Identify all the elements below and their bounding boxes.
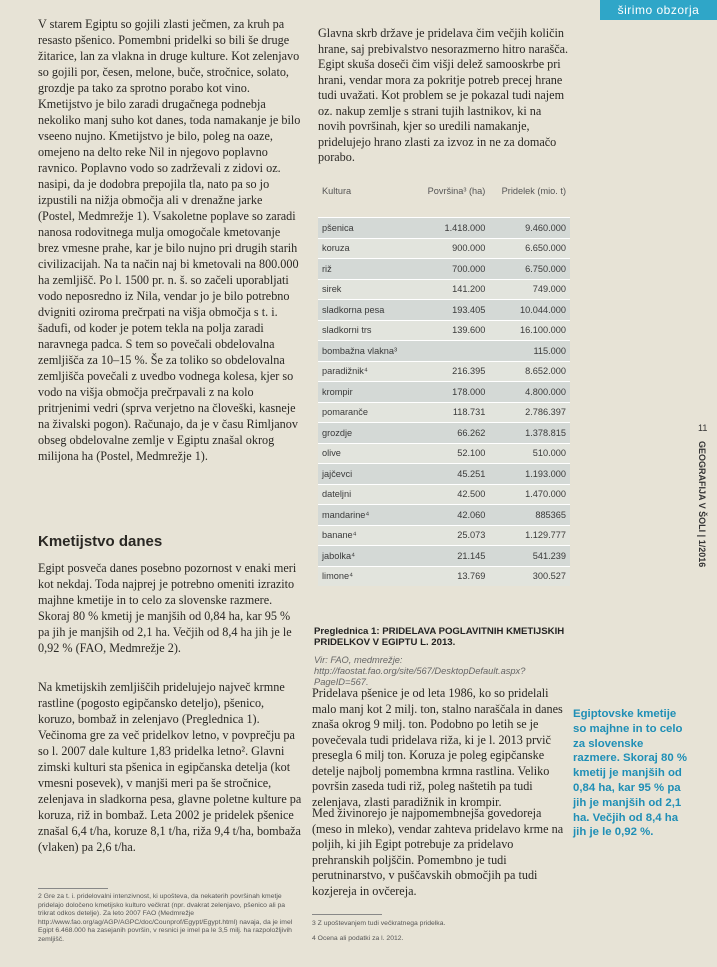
table-row bbox=[318, 464, 570, 485]
cell-crop: olive bbox=[318, 443, 419, 464]
cell-crop: jabolka⁴ bbox=[318, 546, 419, 567]
cell-yield: 6.650.000 bbox=[489, 238, 570, 259]
cell-area: 42.500 bbox=[419, 484, 490, 505]
cell-yield: 885365 bbox=[489, 505, 570, 526]
table-row bbox=[318, 484, 570, 505]
cell-yield: 1.378.815 bbox=[489, 423, 570, 444]
table-row bbox=[318, 361, 570, 382]
cell-area: 139.600 bbox=[419, 320, 490, 341]
footnote-3: 3 Z upoštevanjem tudi večkratnega pridelka. bbox=[312, 920, 446, 927]
cell-area: 216.395 bbox=[419, 361, 490, 382]
cell-yield: 115.000 bbox=[489, 341, 570, 362]
header-crop: Kultura bbox=[322, 186, 352, 196]
table-row bbox=[318, 566, 570, 586]
middle-intro-paragraph: Glavna skrb države je pridelava čim večjih količin hrane, saj prebivalstvo nesorazmerno hitro narašča. Egipt skuša doseči čim višji delež samooskrbe pri hrani, vendar mora za pokritje potreb precej hrane tudi uvažati. Kot problem se je pokazal tudi najem oz. nakup zemlje s strani tujih lastnikov, ki na novih površinah, kjer so uredili namakanje, pridelujejo hrano zlasti za izvoz in ne za domačo porabo. bbox=[318, 26, 569, 164]
table-row bbox=[318, 443, 570, 464]
section-heading: Kmetijstvo danes bbox=[38, 533, 163, 550]
header-yield: Pridelek (mio. t) bbox=[501, 186, 566, 196]
table-row bbox=[318, 218, 570, 239]
cell-area: 1.418.000 bbox=[419, 218, 490, 239]
left-paragraph-2 bbox=[38, 560, 302, 656]
cell-yield: 749.000 bbox=[489, 279, 570, 300]
cell-area: 118.731 bbox=[419, 402, 490, 423]
middle-paragraph-2 bbox=[312, 686, 570, 810]
table-row bbox=[318, 402, 570, 423]
table-row bbox=[318, 505, 570, 526]
left-intro-paragraph: V starem Egiptu so gojili zlasti ječmen, za kruh pa resasto pšenico. Pomembni pridelki so bili še druge žitarice, lan za vlakna in druge kulture. Kot zelenjavo so gojili por, česen, melone, buče, stročnice, solato, grozdje pa tako za sprotno porabo kot vino. Kmetijstvo je bilo zaradi drugačnega podnebja nekoliko manj suho kot danes, toda namakanje je bilo vseeno nujno. Kmetijstvo je bilo, poleg na oaze, omejeno na delto reke Nil in njegovo poplavno ravnico. Poplavno vodo so zadrževali z zidovi oz. nasipi, da je dodobra prepojila tla, nato pa so jo izpustili na nižja območja ali v drenažne jarke (Postel, Medmrežje 1). Vsakoletne poplave so zaradi nanosa rodovitnega mulja omogočale kmetovanje brez vmesne prahe, kar je bilo nujno pri drugih starih civilizacijah. Na ta način naj bi kmetovali na 800.000 ha zemljišč. Po l. 1500 pr. n. š. so začeli uporabljati vodo neposredno iz Nila, vendar jo je bilo potrebno dvigniti oziroma prečrpati na višja območja s t. i. šadufi, od koder je potem tekla na polja zaradi naravnega padca. S tem so povečali obdelovalna zemljišča za 10–15 %. Še za toliko so obdelovalna zemljišča povečali z uvedbo vodnega kolesa, kjer so vodo na višja območja prečrpavali z na kolo pritrjenimi vedri (sprva verjetno na človeški, kasneje na živalski pogon). Računajo, da je v času Rimljanov obseg obdelovalne zemlje v Egiptu znašal okrog milijona ha (Postel, Medmrežje 1). bbox=[38, 17, 301, 463]
table-row bbox=[318, 279, 570, 300]
table-row bbox=[318, 259, 570, 280]
cell-yield: 1.193.000 bbox=[489, 464, 570, 485]
cell-yield: 4.800.000 bbox=[489, 382, 570, 403]
cell-crop: grozdje bbox=[318, 423, 419, 444]
cell-area: 700.000 bbox=[419, 259, 490, 280]
cell-area: 21.145 bbox=[419, 546, 490, 567]
cell-yield: 16.100.000 bbox=[489, 320, 570, 341]
cell-area: 42.060 bbox=[419, 505, 490, 526]
section-ribbon: širimo obzorja bbox=[600, 0, 717, 20]
journal-title-vertical: GEOGRAFIJA V ŠOLI | 1/2016 bbox=[697, 441, 707, 568]
table-row bbox=[318, 423, 570, 444]
table-header-row bbox=[318, 183, 570, 218]
cell-area: 25.073 bbox=[419, 525, 490, 546]
cell-yield: 510.000 bbox=[489, 443, 570, 464]
cell-crop: riž bbox=[318, 259, 419, 280]
table-body bbox=[318, 218, 570, 587]
table-row bbox=[318, 525, 570, 546]
footnote-divider-middle bbox=[312, 914, 382, 915]
cell-area: 52.100 bbox=[419, 443, 490, 464]
middle-paragraph-3 bbox=[312, 806, 570, 899]
left-paragraph-3 bbox=[38, 679, 302, 855]
cell-area bbox=[419, 341, 490, 362]
cell-area: 178.000 bbox=[419, 382, 490, 403]
table-row bbox=[318, 238, 570, 259]
cell-yield: 6.750.000 bbox=[489, 259, 570, 280]
cell-crop: krompir bbox=[318, 382, 419, 403]
cell-area: 193.405 bbox=[419, 300, 490, 321]
table-row bbox=[318, 320, 570, 341]
cell-crop: pšenica bbox=[318, 218, 419, 239]
cell-area: 45.251 bbox=[419, 464, 490, 485]
middle-intro-text bbox=[318, 26, 570, 166]
cell-yield: 9.460.000 bbox=[489, 218, 570, 239]
cell-yield: 8.652.000 bbox=[489, 361, 570, 382]
cell-area: 66.262 bbox=[419, 423, 490, 444]
cell-crop: sladkorni trs bbox=[318, 320, 419, 341]
cell-yield: 1.470.000 bbox=[489, 484, 570, 505]
cell-crop: limone⁴ bbox=[318, 566, 419, 586]
cell-yield: 300.527 bbox=[489, 566, 570, 586]
cell-crop: mandarine⁴ bbox=[318, 505, 419, 526]
crop-production-table bbox=[318, 183, 570, 586]
table-row bbox=[318, 382, 570, 403]
sidebar-callout: Egiptovske kmetije so majhne in to celo za slovenske razmere. Skoraj 80 % kmetij je manjših od 0,84 ha, kar 95 % pa jih je manjših od 2,1 ha. Večjih od 8,4 ha jih je le 0,92 %. bbox=[573, 708, 687, 839]
cell-yield: 2.786.397 bbox=[489, 402, 570, 423]
cell-yield: 10.044.000 bbox=[489, 300, 570, 321]
footnote-2: 2 Gre za t. i. pridelovalni intenzivnost, ki upošteva, da nekaterih površinah kmetje pridelajo določeno kmetijsko kulturo večkrat (npr. dvakrat zelenjavo, pšenico ali pa trikrat odkos detelje). Za leto 2007 FAO (Medmrežje http://www.fao.org/ag/AGP/AGPC/doc/Counprof/Egypt/Egypt.html) navaja, da je imel Egipt 6.468.000 ha zasejanih površin, v resnici je imel pa le 3,5 milj. ha razpoložljivih zemljišč. bbox=[38, 893, 293, 943]
cell-area: 13.769 bbox=[419, 566, 490, 586]
table-caption: Preglednica 1: PRIDELAVA POGLAVITNIH KMETIJSKIH PRIDELKOV V EGIPTU L. 2013. bbox=[314, 626, 565, 648]
footnote-divider-left bbox=[38, 888, 108, 889]
table-row bbox=[318, 341, 570, 362]
cell-yield: 541.239 bbox=[489, 546, 570, 567]
left-paragraph-2-text: Egipt posveča danes posebno pozornost v enaki meri kot nekdaj. Toda najprej je potrebno omeniti izrazito majhne kmetije in to celo za slovenske razmere. Skoraj 80 % kmetij je manjših od 0,84 ha, kar 95 % pa jih je manjših od 2,1 ha. Večjih od 8,4 ha jih je le 0,92 % (FAO, Medmrežje 2). bbox=[38, 561, 297, 655]
table-source: Vir: FAO, medmrežje: http://faostat.fao.org/site/567/DesktopDefault.aspx?PageID=567. bbox=[314, 655, 526, 687]
middle-paragraph-2-text: Pridelava pšenice je od leta 1986, ko so pridelali malo manj kot 2 milj. ton, stalno naraščala in danes znaša okrog 9 milj. ton. Podobno po letih se je povečevala tudi pridelava riža, ki je l. 2013 prvič presegla 6 milj ton. Koruza je poleg egipčanske detelje najbolj pomembna krmna rastlina. Veliko površin zaseda tudi riž, poleg naštetih pa tudi zelenjava, zlasti paradižnik in krompir. bbox=[312, 686, 563, 809]
cell-crop: sirek bbox=[318, 279, 419, 300]
cell-crop: bombažna vlakna³ bbox=[318, 341, 419, 362]
cell-crop: banane⁴ bbox=[318, 525, 419, 546]
cell-area: 900.000 bbox=[419, 238, 490, 259]
header-area: Površina³ (ha) bbox=[427, 186, 486, 196]
middle-paragraph-3-text: Med živinorejo je najpomembnejša govedoreja (meso in mleko), vendar zahteva pridelavo krme na poljih, ki jih Egipt potrebuje za pridelavo prehranskih poljščin. Pomembno je tudi perutninarstvo, v puščavskih območjih pa tudi kozjereja in ovčereja. bbox=[312, 806, 564, 898]
cell-crop: koruza bbox=[318, 238, 419, 259]
footnote-4: 4 Ocena ali podatki za l. 2012. bbox=[312, 935, 404, 942]
cell-crop: paradižnik⁴ bbox=[318, 361, 419, 382]
left-paragraph-3-text: Na kmetijskih zemljiščih pridelujejo največ krmne rastline (pogosto egipčansko deteljo), pšenico, koruzo, bombaž in zelenjavo (Preglednica 1). Večinoma gre za več pridelkov letno, v povprečju pa so l. 2007 dale kulture 1,83 pridelka letno². Glavni zimski kulturi sta pšenica in egipčanska detelja (kot vmesni posevek), v manjši meri pa še stročnice, zelenjava in sladkorna pesa, glavne poletne kulture pa koruza, riž in bombaž. Leta 2002 je pridelek pšenice znašal 6,4 t/ha, koruze 8,1 t/ha, riža 9,4 t/ha, bombaža (vlaken) pa 2,6 t/ha. bbox=[38, 680, 302, 854]
table-row bbox=[318, 300, 570, 321]
table-row bbox=[318, 546, 570, 567]
cell-crop: sladkorna pesa bbox=[318, 300, 419, 321]
cell-crop: pomaranče bbox=[318, 402, 419, 423]
cell-crop: dateljni bbox=[318, 484, 419, 505]
left-intro-text bbox=[38, 16, 302, 464]
cell-yield: 1.129.777 bbox=[489, 525, 570, 546]
page-number: 11 bbox=[698, 423, 708, 433]
cell-crop: jajčevci bbox=[318, 464, 419, 485]
cell-area: 141.200 bbox=[419, 279, 490, 300]
